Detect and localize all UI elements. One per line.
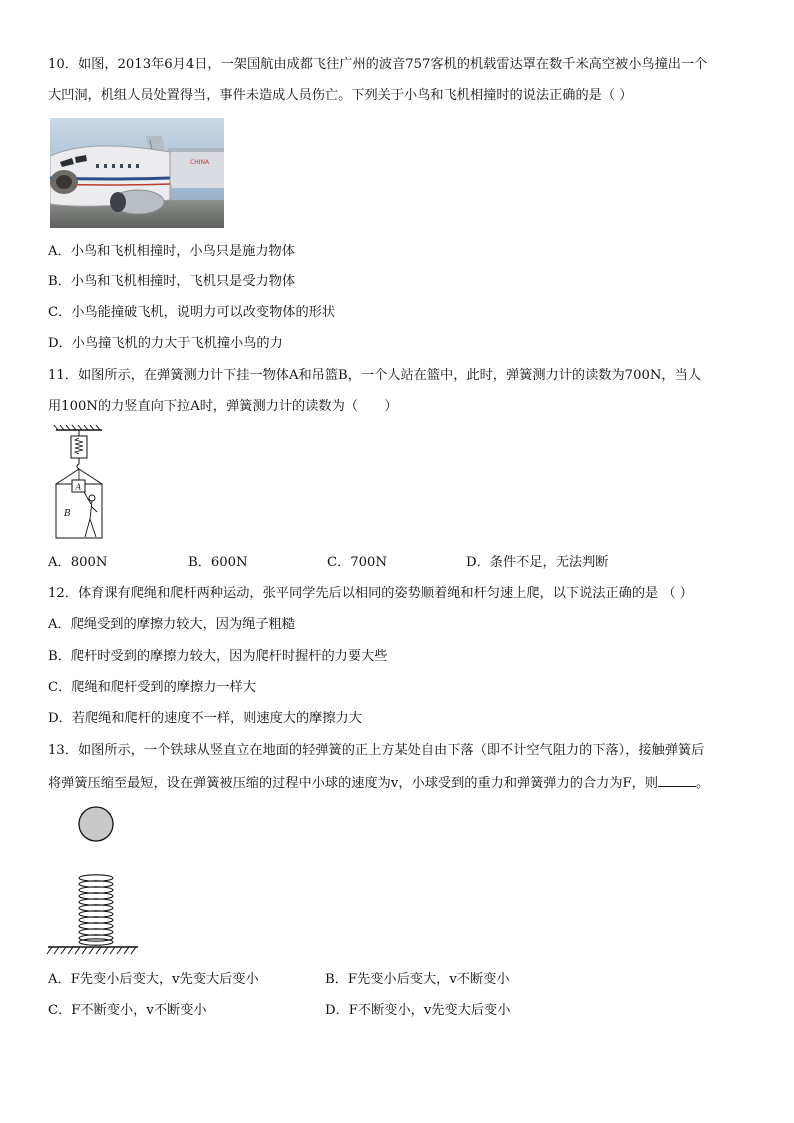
q10-option-c: C．小鸟能撞破飞机，说明力可以改变物体的形状	[48, 305, 336, 320]
q13-stem-line-1: 13．如图所示，一个铁球从竖直立在地面的轻弹簧的正上方某处自由下落（即不计空气阻力的下落），接触弹簧后	[48, 743, 705, 758]
q11-stem-line-1: 11．如图所示，在弹簧测力计下挂一物体A和吊篮B，一个人站在篮中，此时，弹簧测力计的读数为700N，当人	[48, 368, 701, 383]
airplane-photo	[50, 118, 224, 228]
q10-option-b: B．小鸟和飞机相撞时，飞机只是受力物体	[48, 274, 296, 289]
ball-spring-diagram	[44, 802, 144, 960]
q12-option-d: D．若爬绳和爬杆的速度不一样，则速度大的摩擦力大	[48, 711, 362, 726]
label-a: A	[75, 482, 82, 492]
spring-scale-basket-diagram	[50, 424, 122, 544]
label-b: B	[64, 509, 71, 519]
q11-option-d: D．条件不足，无法判断	[466, 555, 609, 570]
q10-stem-line-2: 大凹洞，机组人员处置得当，事件未造成人员伤亡。下列关于小鸟和飞机相撞时的说法正确的是（ ）	[48, 88, 633, 103]
answer-blank	[658, 773, 696, 787]
q13-option-a: A．F先变小后变大，v先变大后变小	[48, 972, 259, 987]
q13-stem-text: 将弹簧压缩至最短，设在弹簧被压缩的过程中小球的速度为v，小球受到的重力和弹簧弹力的合力为F，则	[48, 776, 659, 791]
q11-stem-line-2: 用100N的力竖直向下拉A时，弹簧测力计的读数为（ ）	[48, 399, 398, 414]
q13-option-b: B．F先变小后变大，v不断变小	[325, 972, 510, 987]
svg-text:CHINA: CHINA	[190, 159, 210, 166]
q12-stem-line-1: 12．体育课有爬绳和爬杆两种运动，张平同学先后以相同的姿势顺着绳和杆匀速上爬，以下说法正确的是 （ ）	[48, 586, 693, 601]
q12-option-c: C．爬绳和爬杆受到的摩擦力一样大	[48, 680, 256, 695]
q12-option-a: A．爬绳受到的摩擦力较大，因为绳子粗糙	[48, 617, 295, 632]
q12-option-b: B．爬杆时受到的摩擦力较大，因为爬杆时握杆的力要大些	[48, 649, 388, 664]
q11-option-b: B．600N	[188, 555, 248, 570]
q13-stem-end: 。	[696, 776, 710, 791]
q10-option-d: D．小鸟撞飞机的力大于飞机撞小鸟的力	[48, 336, 283, 351]
q11-option-c: C．700N	[327, 555, 387, 570]
q10-stem-line-1: 10．如图，2013年6月4日，一架国航由成都飞往广州的波音757客机的机载雷达罩在数千米高空被小鸟撞出一个	[48, 57, 708, 72]
q10-option-a: A．小鸟和飞机相撞时，小鸟只是施力物体	[48, 244, 295, 259]
q13-stem-line-2	[48, 773, 709, 793]
q13-option-d: D．F不断变小，v先变大后变小	[325, 1003, 511, 1018]
q13-option-c: C．F不断变小，v不断变小	[48, 1003, 207, 1018]
q11-option-a: A．800N	[48, 555, 108, 570]
